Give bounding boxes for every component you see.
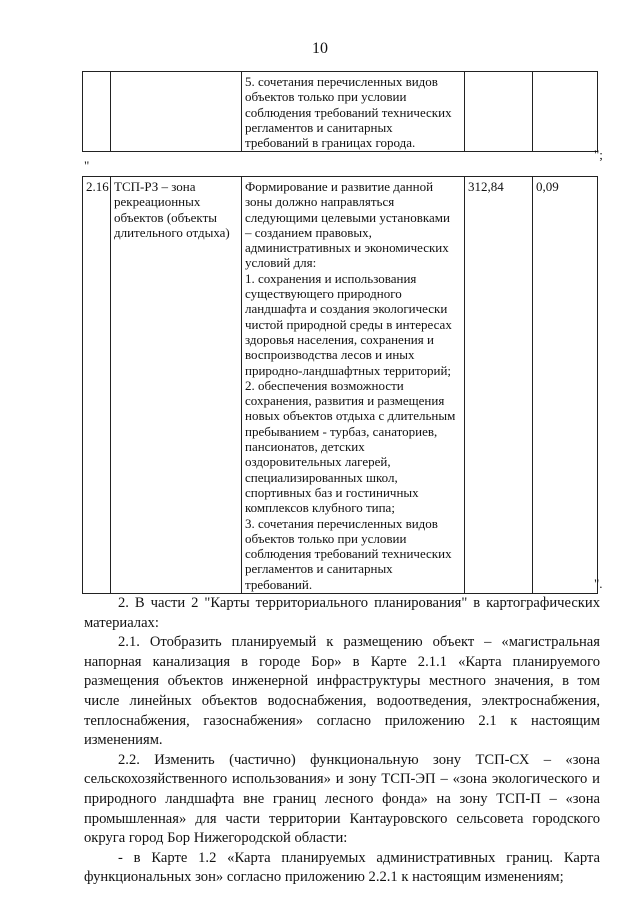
paragraph-2-1: 2.1. Отобразить планируемый к размещению объект – «магистральная напорная канализация в городе Бор» в Карте 2.1.1 «Карта планируемого размещения объектов инженерной инфраструктуры местного значения, в том числе линейных объектов водоснабжения, водоотведения, электроснабжения, теплоснабжения, газоснабжения» согласно приложению 2.1 к настоящим изменениям. [84,634,600,749]
description-line: объектов только при условии [245,89,407,105]
description-line: регламентов и санитарных [245,119,393,135]
table-zone-2-16 [82,176,598,594]
body-text [84,594,600,888]
description-line: административных и экономических [245,240,449,256]
zone-cell [111,72,242,152]
area-cell [465,72,533,152]
num-cell [83,72,111,152]
zone-description [242,177,465,594]
share-cell [533,72,598,152]
description-line: сохранения, развития и размещения [245,393,445,409]
description-line: 5. сочетания перечисленных видов [245,74,438,89]
closing-quote-mark: ". [594,576,603,591]
description-line: требований в границах города. [245,135,416,151]
description-line: требований. [245,576,313,592]
description-line: специализированных школ, [245,469,398,485]
row-number: 2.16 [83,177,111,594]
description-line: воспроизводства лесов и иных [245,347,415,363]
description-line: – созданием правовых, [245,224,372,240]
description-line: ландшафта и создания экологически [245,301,448,317]
description-line: пребыванием - турбаз, санаториев, [245,423,438,439]
area-value: 312,84 [465,177,533,594]
description-line: зоны должно направляться [245,194,395,210]
description-line: природно-ландшафтных территорий; [245,362,452,378]
description-line: оздоровительных лагерей, [245,454,391,470]
closing-quote-mark: "; [594,147,603,162]
description-line: 3. сочетания перечисленных видов [245,515,438,531]
share-value: 0,09 [533,177,598,594]
description-line: следующими целевыми установками [245,209,450,225]
description-line: чистой природной среды в интересах [245,316,452,332]
description-cell [242,72,465,152]
description-line: существующего природного [245,286,402,302]
description-line: условий для: [245,255,317,271]
description-line: новых объектов отдыха с длительным [245,408,456,424]
description-line: пансионатов, детских [245,439,365,455]
table-row [83,177,598,594]
description-line: соблюдения требований технических [245,104,452,120]
table-row [83,72,598,152]
description-line: Формирование и развитие данной [245,179,434,194]
description-line: регламентов и санитарных [245,561,393,577]
paragraph-2: 2. В части 2 "Карты территориального планирования" в картографических материалах: [84,595,600,631]
zone-name: ТСП-РЗ – зона рекреационных объектов (объекты длительного отдыха) [111,177,242,594]
description-line: здоровья населения, сохранения и [245,331,434,347]
description-line: 2. обеспечения возможности [245,377,404,393]
description-line: комплексов клубного типа; [245,500,395,516]
opening-quote-mark: " [84,158,90,173]
paragraph-list-item: - в Карте 1.2 «Карта планируемых административных границ. Карта функциональных зон» согласно приложению 2.2.1 к настоящим изменениям; [84,849,600,886]
description-line: спортивных баз и гостиничных [245,484,419,500]
description-line: 1. сохранения и использования [245,270,417,286]
paragraph-2-2: 2.2. Изменить (частично) функциональную зону ТСП-СХ – «зона сельскохозяйственного использования» и зону ТСП-ЭП – «зона экологического и природного ландшафта вне границ лесного фонда» на зону ТСП-П – «зона промышленная» для части территории Кантауровского сельсовета городского округа город Бор Нижегородской области: [84,751,600,847]
page-number: 10 [312,40,328,57]
description-line: соблюдения требований технических [245,546,452,562]
description-line: объектов только при условии [245,530,407,546]
table-continuation [82,71,598,152]
